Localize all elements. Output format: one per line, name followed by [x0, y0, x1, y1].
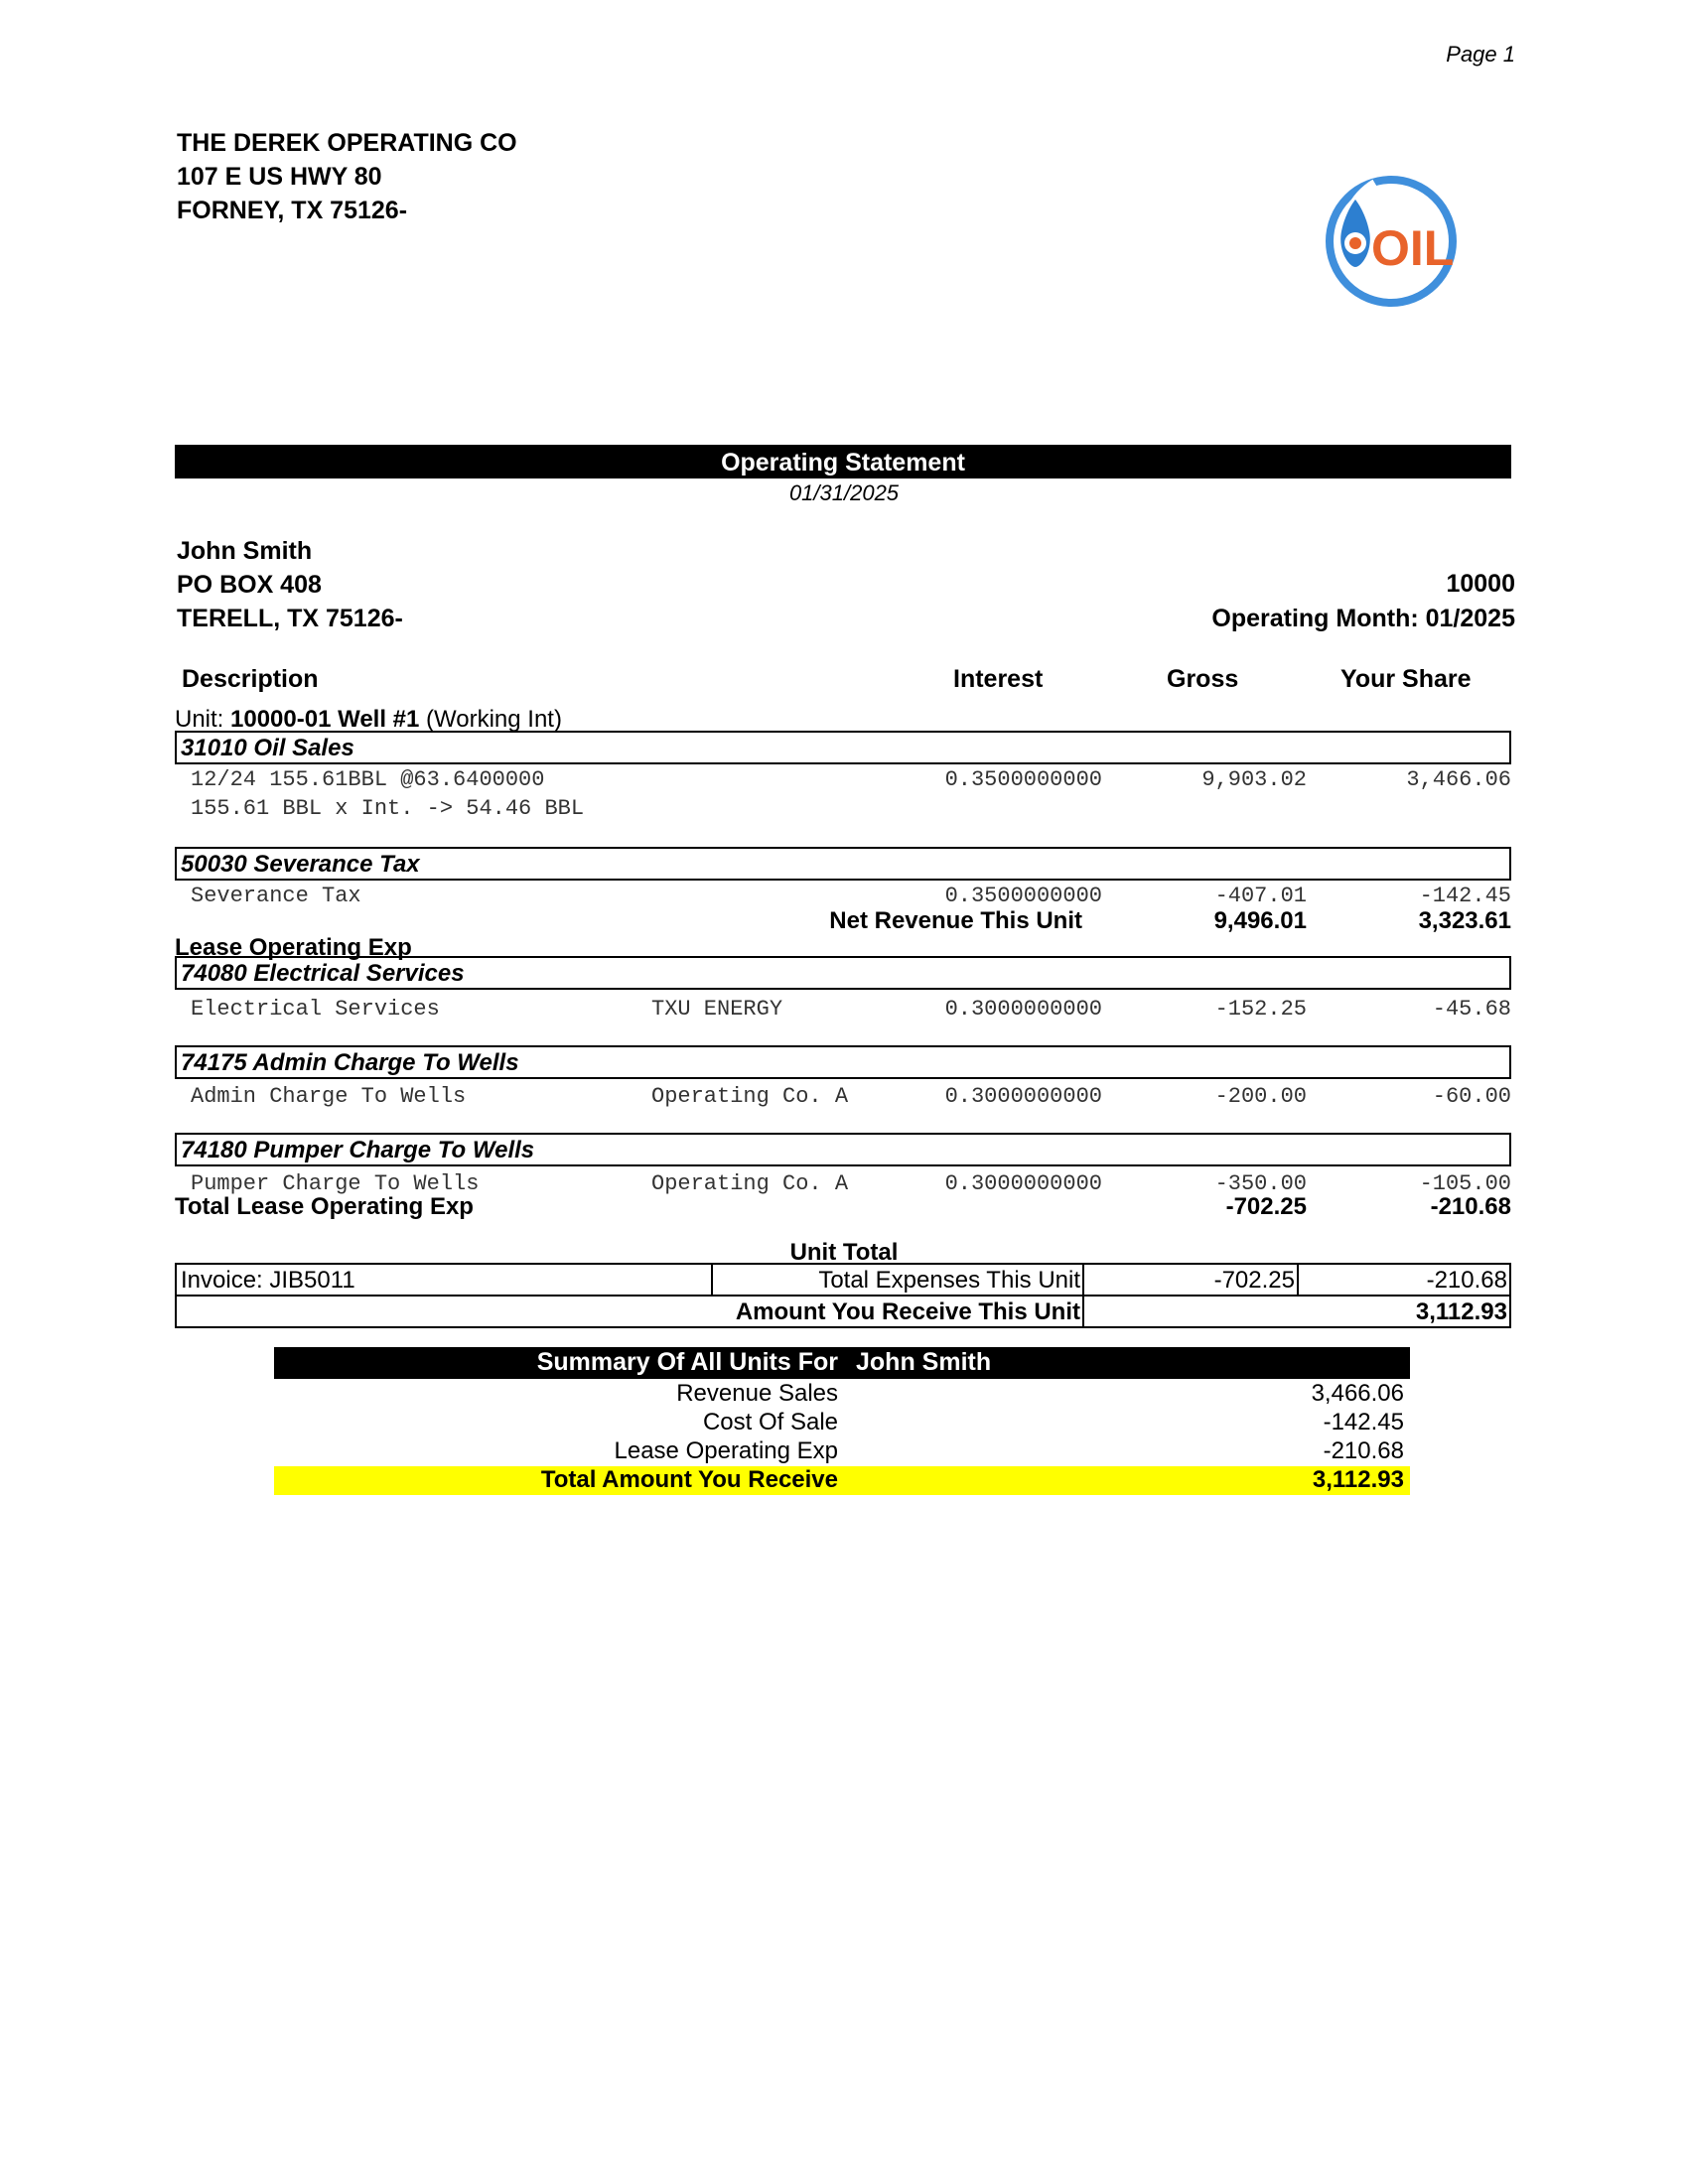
summary-row-cost-of-sale — [274, 1409, 1410, 1437]
total-lease-operating-exp-label: Total Lease Operating Exp — [175, 1193, 474, 1220]
summary-row-value: 3,466.06 — [1311, 1380, 1404, 1407]
oil-sales-line2: 155.61 BBL x Int. -> 54.46 BBL — [191, 796, 585, 821]
severance-tax-gross: -407.01 — [1214, 884, 1307, 908]
section-header-severance-tax — [175, 847, 1511, 881]
column-header-interest: Interest — [953, 665, 1044, 693]
company-logo — [1316, 172, 1463, 311]
column-header-your-share: Your Share — [1340, 665, 1472, 693]
company-address-line2: FORNEY, TX 75126- — [177, 197, 408, 224]
column-header-description: Description — [182, 665, 319, 693]
section-header-pumper-charge — [175, 1133, 1511, 1166]
amount-receive-value-cell — [1082, 1295, 1511, 1328]
section-title: 31010 Oil Sales — [181, 735, 354, 761]
amount-receive-value: 3,112.93 — [1415, 1298, 1507, 1325]
severance-tax-share: -142.45 — [1419, 884, 1511, 908]
summary-total-value: 3,112.93 — [1312, 1466, 1404, 1493]
total-expenses-share-cell — [1297, 1263, 1511, 1297]
admin-desc: Admin Charge To Wells — [191, 1084, 467, 1109]
oil-sales-interest: 0.3500000000 — [944, 767, 1102, 792]
section-title: 74175 Admin Charge To Wells — [181, 1049, 519, 1076]
severance-tax-interest: 0.3500000000 — [944, 884, 1102, 908]
amount-receive-label: Amount You Receive This Unit — [735, 1298, 1080, 1325]
pumper-vendor: Operating Co. A — [651, 1171, 849, 1196]
page-number: Page 1 — [1446, 42, 1515, 67]
total-lease-share: -210.68 — [1430, 1193, 1511, 1220]
total-expenses-label: Total Expenses This Unit — [818, 1267, 1080, 1294]
electrical-desc: Electrical Services — [191, 997, 440, 1022]
section-title: 74080 Electrical Services — [181, 960, 465, 987]
total-expenses-label-cell — [711, 1263, 1084, 1297]
oil-sales-share: 3,466.06 — [1406, 767, 1511, 792]
oil-sales-line1: 12/24 155.61BBL @63.6400000 — [191, 767, 545, 792]
total-expenses-share: -210.68 — [1426, 1267, 1507, 1294]
net-revenue-gross: 9,496.01 — [1213, 907, 1307, 934]
unit-type: (Working Int) — [419, 706, 562, 733]
pumper-share: -105.00 — [1419, 1171, 1511, 1196]
oil-sales-gross: 9,903.02 — [1201, 767, 1307, 792]
severance-tax-desc: Severance Tax — [191, 884, 361, 908]
unit-label-prefix: Unit: — [175, 706, 231, 733]
lease-operating-exp-label: Lease Operating Exp — [175, 934, 412, 961]
electrical-vendor: TXU ENERGY — [651, 997, 783, 1022]
column-header-gross: Gross — [1167, 665, 1239, 693]
total-expenses-gross-cell — [1082, 1263, 1299, 1297]
admin-share: -60.00 — [1432, 1084, 1511, 1109]
statement-date: 01/31/2025 — [788, 480, 900, 505]
admin-gross: -200.00 — [1214, 1084, 1307, 1109]
section-header-admin-charge — [175, 1045, 1511, 1079]
company-name: THE DEREK OPERATING CO — [177, 129, 517, 157]
company-address-line1: 107 E US HWY 80 — [177, 163, 382, 191]
owner-number: 10000 — [1446, 570, 1515, 598]
pumper-interest: 0.3000000000 — [944, 1171, 1102, 1196]
owner-name: John Smith — [177, 537, 313, 565]
admin-vendor: Operating Co. A — [651, 1084, 849, 1109]
invoice-number: Invoice: JIB5011 — [181, 1267, 355, 1294]
summary-header-owner: John Smith — [856, 1348, 992, 1376]
summary-header-label: Summary Of All Units For — [536, 1348, 838, 1376]
electrical-gross: -152.25 — [1214, 997, 1307, 1022]
unit-id-name: 10000-01 Well #1 — [230, 706, 420, 733]
pumper-gross: -350.00 — [1214, 1171, 1307, 1196]
total-lease-gross: -702.25 — [1225, 1193, 1307, 1220]
unit-total-title: Unit Total — [789, 1239, 899, 1266]
admin-interest: 0.3000000000 — [944, 1084, 1102, 1109]
summary-row-label: Lease Operating Exp — [614, 1437, 838, 1464]
owner-address-line2: TERELL, TX 75126- — [177, 605, 403, 632]
pumper-desc: Pumper Charge To Wells — [191, 1171, 480, 1196]
amount-receive-label-cell — [175, 1295, 1084, 1328]
unit-label — [175, 706, 562, 734]
invoice-cell — [175, 1263, 713, 1297]
summary-header — [274, 1347, 1410, 1379]
summary-total-label: Total Amount You Receive — [540, 1466, 838, 1493]
summary-row-value: -142.45 — [1323, 1409, 1404, 1435]
section-title: 74180 Pumper Charge To Wells — [181, 1137, 535, 1163]
summary-row-label: Cost Of Sale — [702, 1409, 838, 1435]
summary-row-value: -210.68 — [1323, 1437, 1404, 1464]
summary-row-revenue-sales — [274, 1380, 1410, 1409]
net-revenue-label: Net Revenue This Unit — [829, 907, 1082, 934]
owner-address-line1: PO BOX 408 — [177, 571, 322, 599]
statement-title: Operating Statement — [721, 449, 965, 477]
total-expenses-gross: -702.25 — [1213, 1267, 1295, 1294]
summary-row-lease-operating-exp — [274, 1437, 1410, 1466]
section-header-oil-sales — [175, 731, 1511, 764]
electrical-share: -45.68 — [1432, 997, 1511, 1022]
operating-month: Operating Month: 01/2025 — [1211, 605, 1515, 632]
electrical-interest: 0.3000000000 — [944, 997, 1102, 1022]
logo-text: OIL — [1371, 220, 1455, 276]
net-revenue-share: 3,323.61 — [1418, 907, 1511, 934]
summary-row-label: Revenue Sales — [676, 1380, 838, 1407]
section-header-electrical-services — [175, 956, 1511, 990]
section-title: 50030 Severance Tax — [181, 851, 420, 878]
summary-total-row — [274, 1466, 1410, 1495]
statement-title-bar — [175, 445, 1511, 478]
